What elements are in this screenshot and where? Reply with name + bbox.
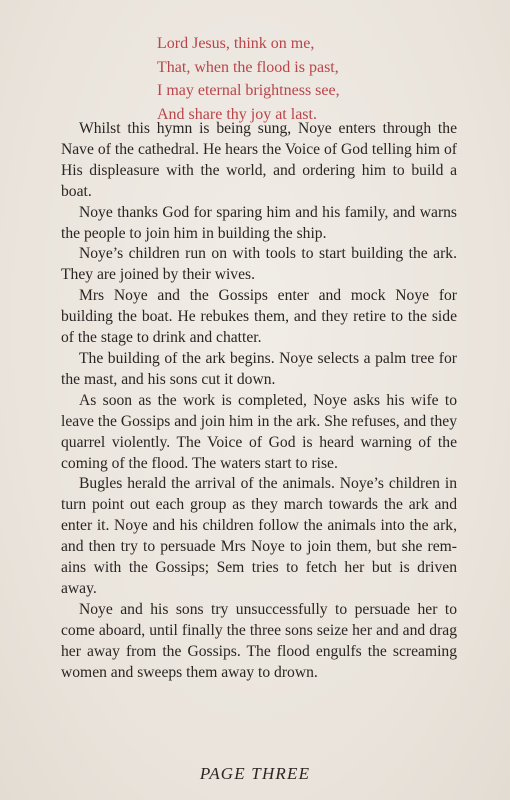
paragraph: Noye and his sons try unsuccessfully to persuade her to come aboard, until finally the three sons seize her and and drag her away from the Gossips. The flood engulfs the screaming women and sweeps them away to drown. — [61, 600, 457, 681]
hymn-line: That, when the flood is past, — [157, 58, 339, 76]
paragraph: Mrs Noye and the Gossips enter and mock Noye for building the boat. He rebukes them, and they retire to the side of the stage to drink and chatter. — [61, 287, 457, 347]
hymn-verse — [0, 32, 510, 126]
hymn-line: I may eternal brightness see, — [157, 82, 340, 99]
paragraph: As soon as the work is completed, Noye asks his wife to leave the Gossips and join him in the ark. She refuses, and they quarrel violently. The Voice of God is heard warning of the coming of the flood. The waters start to rise. — [61, 391, 457, 472]
hymn-line: Lord Jesus, think on me, — [157, 35, 315, 52]
paragraph: The building of the ark begins. Noye selects a palm tree for the mast, and his sons cut it down. — [61, 349, 457, 388]
paragraph: Noye thanks God for sparing him and his family, and warns the people to join him in building the ship. — [61, 203, 457, 242]
paragraph: Whilst this hymn is being sung, Noye enters through the Nave of the cathedral. He hears the Voice of God telling him of His displeasure with the world, and ordering him to build a boat. — [61, 120, 457, 200]
paragraph: Bugles herald the arrival of the animals. Noye’s children in turn point out each group as they march towards the ark and enter it. Noye and his children follow the animals into the ark, and then try to persuade Mrs Noye to join them, but she remains with the Gossips; Sem tries to fetch her but is driven away. — [61, 475, 457, 597]
page-footer: PAGE THREE — [199, 764, 311, 783]
hymn-line: And share thy joy at last. — [157, 105, 317, 123]
paragraph: Noye’s children run on with tools to start building the ark. They are joined by their wives. — [61, 245, 457, 284]
synopsis-text — [61, 119, 457, 683]
